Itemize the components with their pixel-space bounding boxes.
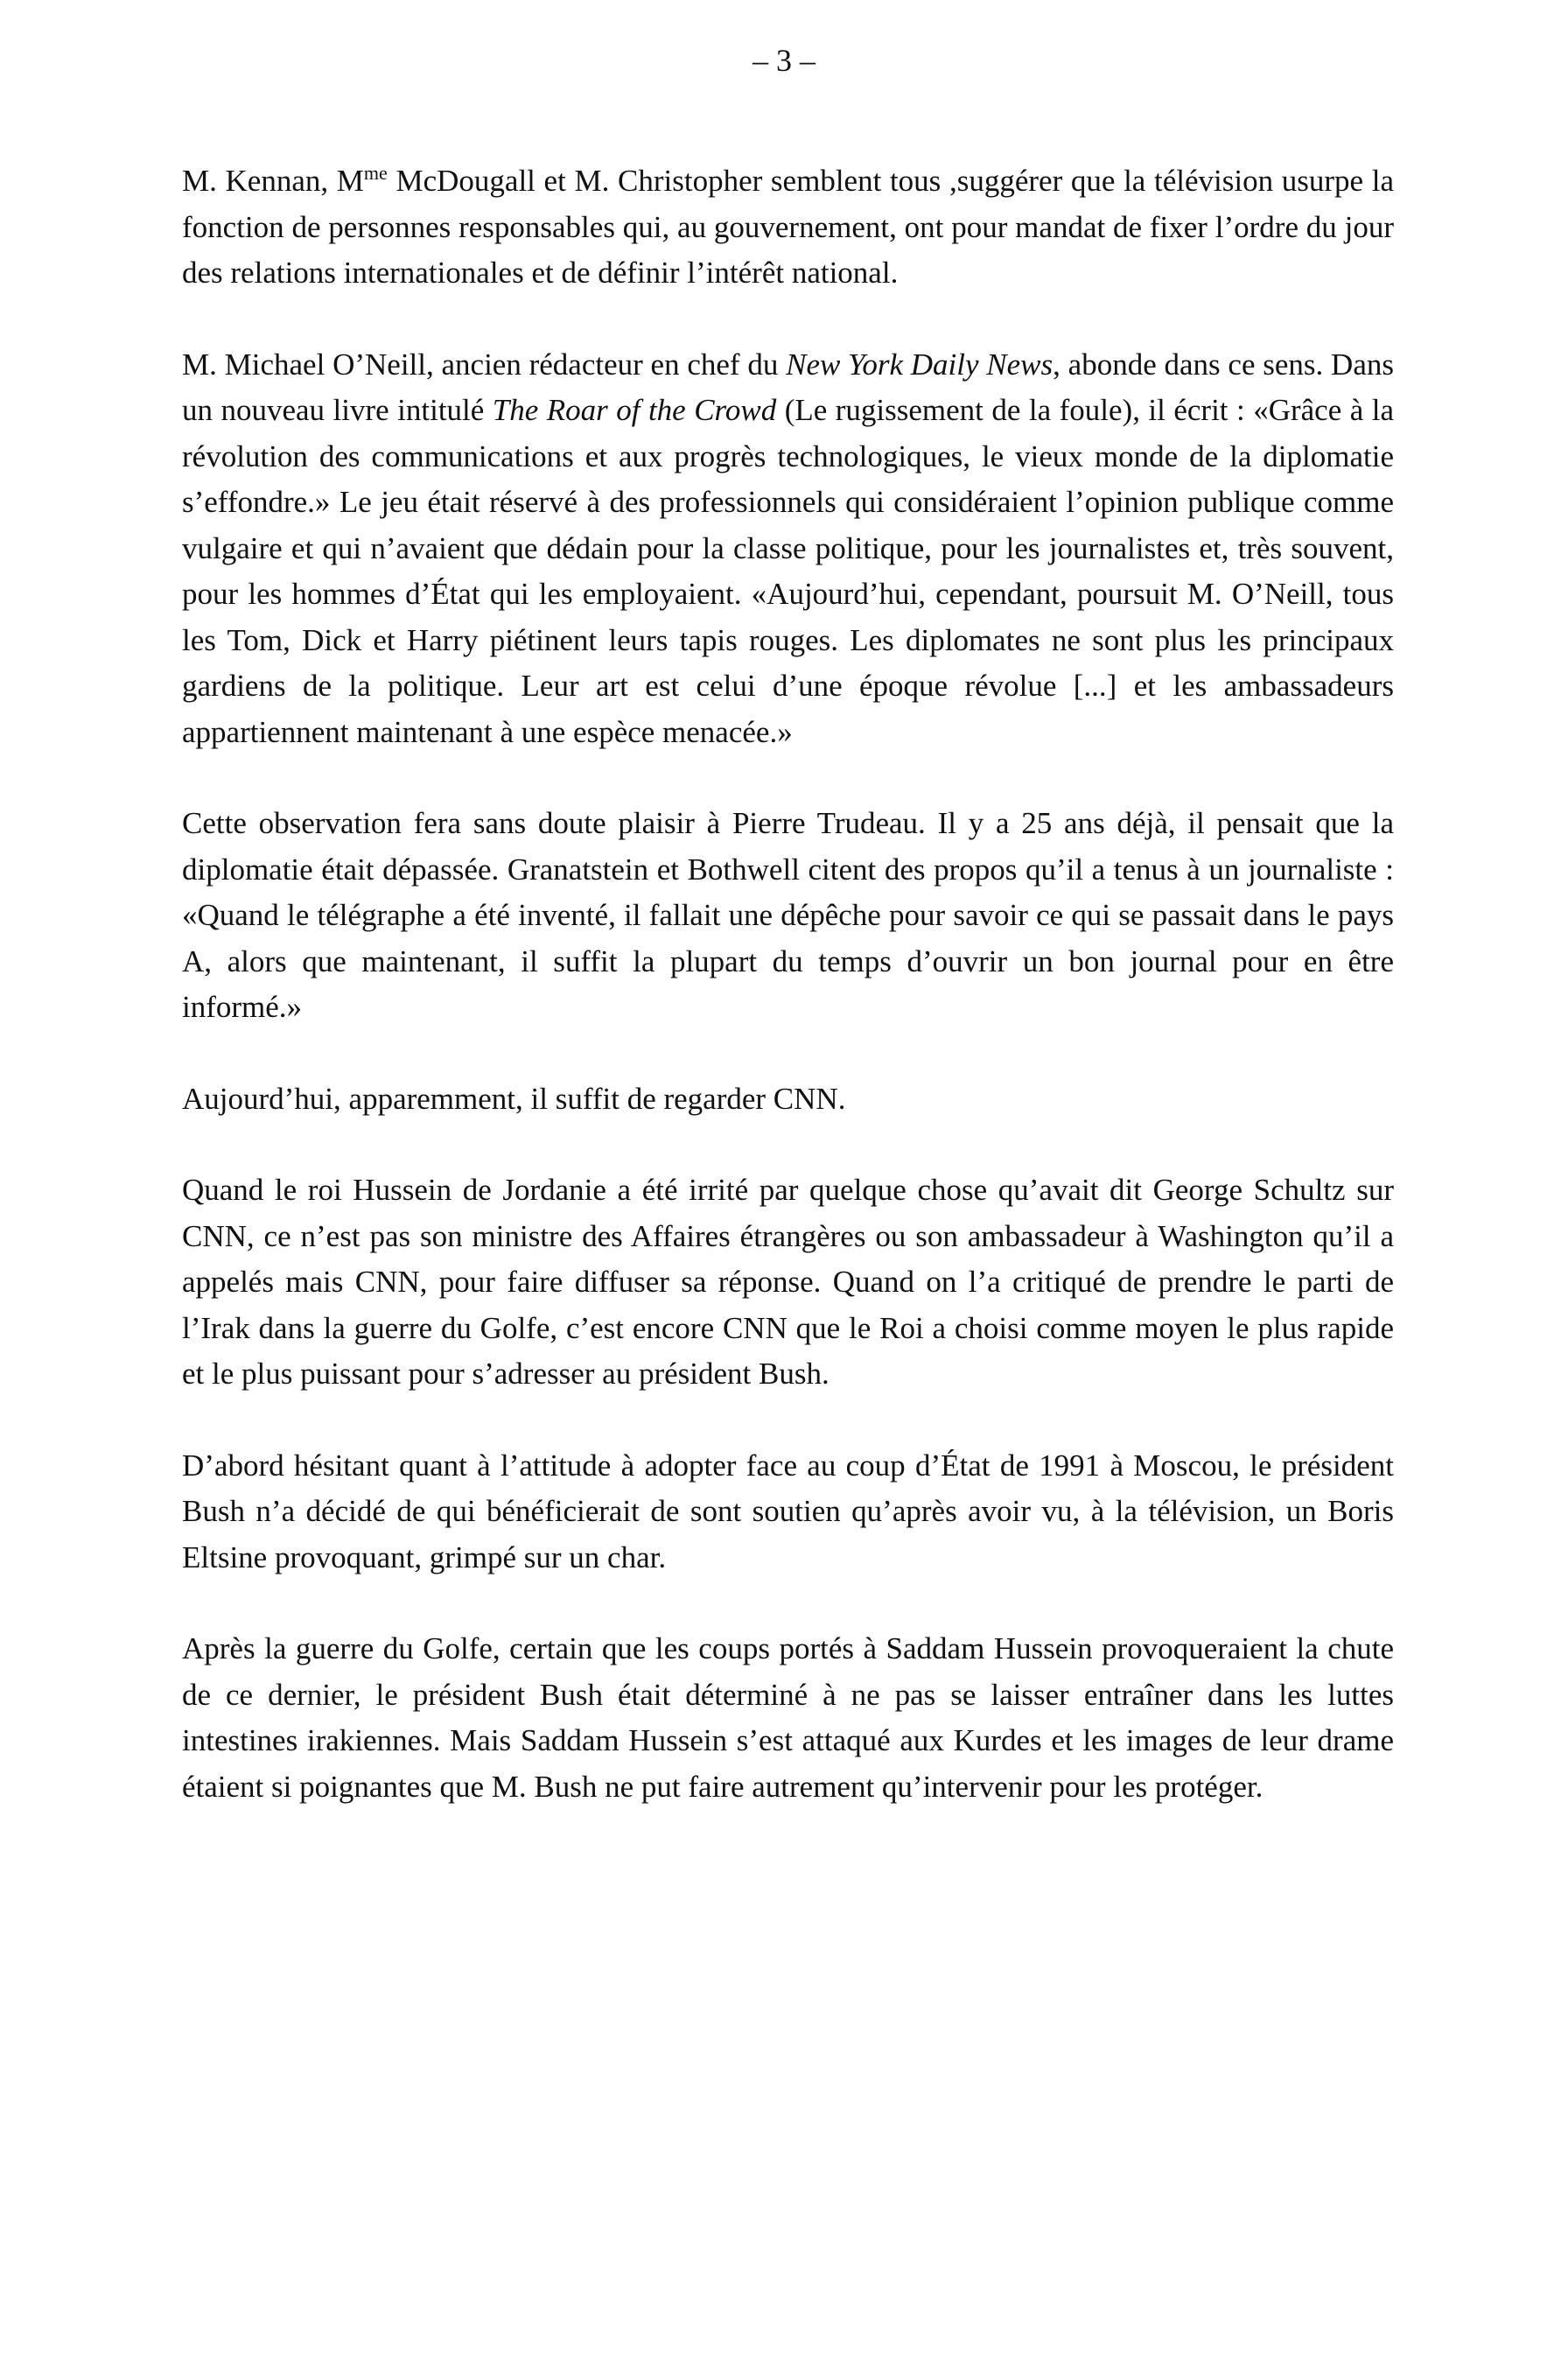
paragraph-5: Quand le roi Hussein de Jordanie a été irrité par quelque chose qu’avait dit George Schultz sur CNN, ce n’est pas son ministre des Affaires étrangères ou son ambassadeur à Washington qu’il a appelés mais CNN, pour faire diffuser sa réponse. Quand on l’a critiqué de prendre le parti de l’Irak dans la guerre du Golfe, c’est encore CNN que le Roi a choisi comme moyen le plus rapide et le plus puissant pour s’adresser au président Bush.	[182, 1173, 1394, 1391]
paragraph-1-part-b: McDougall et M. Christopher semblent tous ,suggérer que la télévision usurpe la fonction de personnes responsables qui, au gouvernement, ont pour mandat de fixer l’ordre du jour des relations internationales et de définir l’intérêt national.	[182, 164, 1394, 290]
paragraph-7: Après la guerre du Golfe, certain que les coups portés à Saddam Hussein provoqueraient la chute de ce dernier, le président Bush était déterminé à ne pas se laisser entraîner dans les luttes intestines irakiennes. Mais Saddam Hussein s’est attaqué aux Kurdes et les images de leur drame étaient si poignantes que M. Bush ne put faire autrement qu’intervenir pour les protéger.	[182, 1631, 1394, 1804]
paragraph-3: Cette observation fera sans doute plaisir à Pierre Trudeau. Il y a 25 ans déjà, il pensait que la diplomatie était dépassée. Granatstein et Bothwell citent des propos qu’il a tenus à un journaliste : «Quand le télégraphe a été inventé, il fallait une dépêche pour savoir ce qui se passait dans le pays A, alors que maintenant, il suffit la plupart du temps d’ouvrir un bon journal pour en être informé.»	[182, 806, 1394, 1024]
paragraph-1	[182, 158, 1394, 297]
paragraph-6: D’abord hésitant quant à l’attitude à adopter face au coup d’État de 1991 à Moscou, le président Bush n’a décidé de qui bénéficierait de sont soutien qu’après avoir vu, à la télévision, un Boris Eltsine provoquant, grimpé sur un char.	[182, 1448, 1394, 1574]
paragraph-2	[182, 342, 1394, 756]
paragraph-2-part-b: , abonde dans ce sens. Dans un nouveau livre intitulé	[182, 347, 1394, 427]
paragraph-2-part-a: M. Michael O’Neill, ancien rédacteur en chef du	[182, 347, 787, 382]
paragraph-1-part-a: M. Kennan, M	[182, 164, 364, 198]
book-title: The Roar of the Crowd	[492, 393, 777, 427]
superscript-me: me	[363, 162, 388, 184]
newspaper-title: New York Daily News	[786, 347, 1054, 382]
body-text	[182, 158, 1394, 1810]
paragraph-4: Aujourd’hui, apparemment, il suffit de regarder CNN.	[182, 1081, 846, 1116]
paragraph-2-part-c: (Le rugissement de la foule), il écrit : «Grâce à la révolution des communications et aux progrès technologiques, le vieux monde de la diplomatie s’effondre.» Le jeu était réservé à des professionnels qui considéraient l’opinion publique comme vulgaire et qui n’avaient que dédain pour la classe politique, pour les journalistes et, très souvent, pour les hommes d’État qui les employaient. «Aujourd’hui, cependant, poursuit M. O’Neill, tous les Tom, Dick et Harry piétinent leurs tapis rouges. Les diplomates ne sont plus les principaux gardiens de la politique. Leur art est celui d’une époque révolue [...] et les ambassadeurs appartiennent maintenant à une espèce menacée.»	[182, 393, 1394, 749]
page-number: – 3 –	[752, 43, 816, 78]
